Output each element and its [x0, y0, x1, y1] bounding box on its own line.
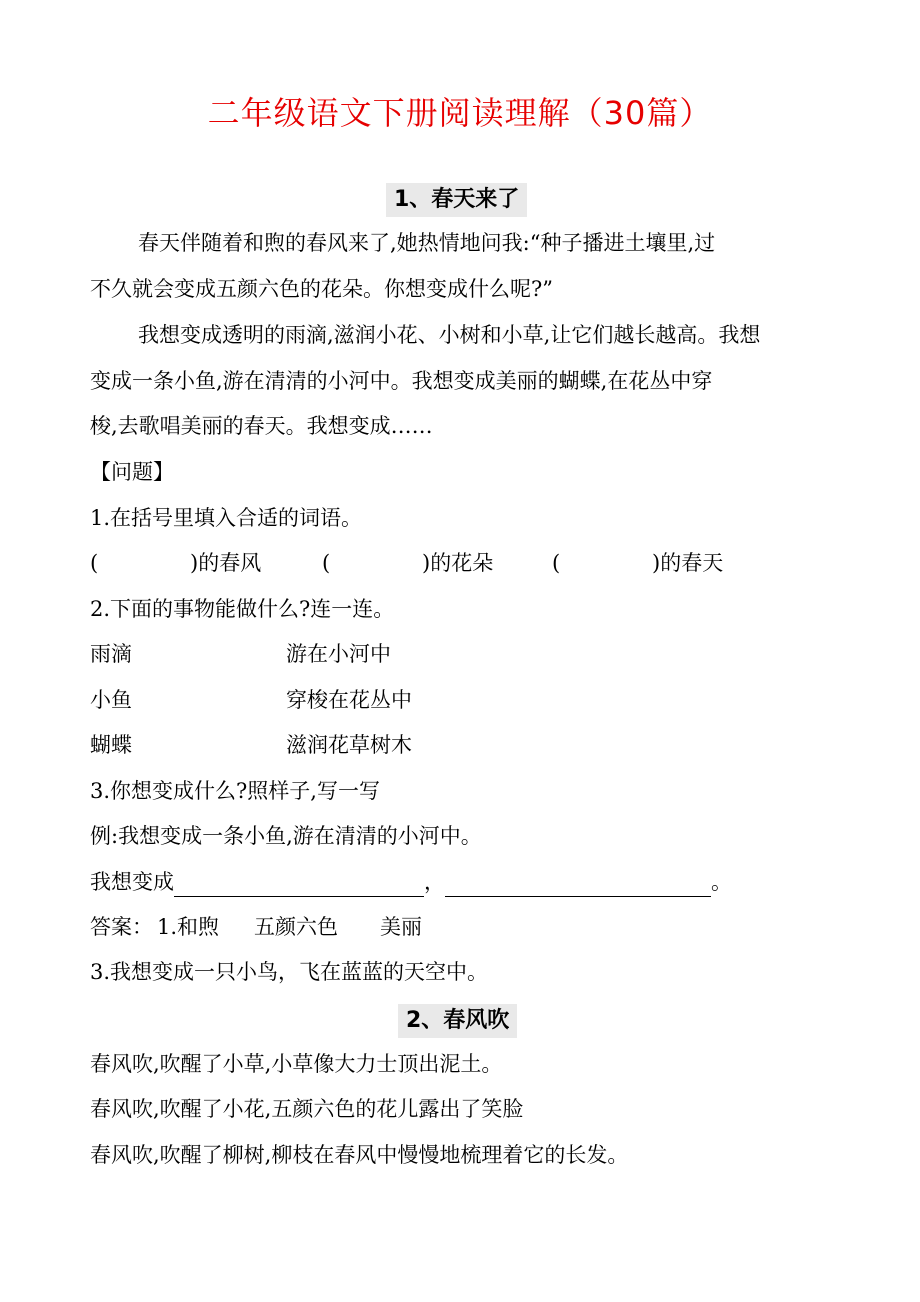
- section-2-heading: 2、春风吹: [398, 1004, 517, 1038]
- section-2-line-1: 春风吹,吹醒了小草,小草像大力士顶出泥土。: [90, 1052, 503, 1076]
- fill-blank-1[interactable]: [174, 872, 424, 897]
- question-3-example: 例:我想变成一条小鱼,游在清清的小河中。: [90, 824, 482, 848]
- q2-right-item-1: 游在小河中: [286, 642, 391, 666]
- q2-left-item-3: 蝴蝶: [90, 733, 132, 757]
- paragraph-2-line-1: 我想变成透明的雨滴,滋润小花、小树和小草,让它们越长越高。我想: [138, 323, 761, 347]
- q2-right-item-2: 穿梭在花丛中: [286, 688, 412, 712]
- fill-blank-2[interactable]: [445, 872, 711, 897]
- question-1-prompt: 1.在括号里填入合适的词语。: [90, 506, 363, 530]
- q1-blank-2-label: )的花朵: [422, 551, 494, 575]
- q2-left-item-2: 小鱼: [90, 688, 132, 712]
- section-2-line-3: 春风吹,吹醒了柳树,柳枝在春风中慢慢地梳理着它的长发。: [90, 1143, 629, 1167]
- q1-blank-3-open: (: [552, 551, 561, 575]
- q1-blank-1-open: (: [90, 551, 99, 575]
- q1-blank-2-open: (: [322, 551, 331, 575]
- section-2-line-2: 春风吹,吹醒了小花,五颜六色的花儿露出了笑脸: [90, 1097, 524, 1121]
- answer-1c: 美丽: [380, 915, 422, 939]
- question-2-prompt: 2.下面的事物能做什么?连一连。: [90, 597, 395, 621]
- paragraph-1-line-1: 春天伴随着和煦的春风来了,她热情地问我:“种子播进土壤里,过: [138, 231, 716, 255]
- fill-prefix: 我想变成: [90, 870, 174, 894]
- q2-right-item-3: 滋润花草树木: [286, 733, 412, 757]
- document-title: 二年级语文下册阅读理解（30篇）: [207, 94, 713, 132]
- paragraph-1-line-2: 不久就会变成五颜六色的花朵。你想变成什么呢?”: [90, 277, 553, 301]
- paragraph-2-line-3: 梭,去歌唱美丽的春天。我想变成……: [90, 414, 433, 438]
- fill-end: 。: [711, 870, 732, 894]
- questions-label: 【问题】: [90, 460, 174, 484]
- answer-1b: 五颜六色: [254, 915, 338, 939]
- q2-left-item-1: 雨滴: [90, 642, 132, 666]
- fill-comma: ，: [424, 870, 445, 894]
- q1-blank-1-label: )的春风: [190, 551, 262, 575]
- answer-1a: 1.和煦: [157, 915, 220, 939]
- answer-3: 3.我想变成一只小鸟，飞在蓝蓝的天空中。: [90, 960, 489, 984]
- question-3-prompt: 3.你想变成什么?照样子,写一写: [90, 779, 380, 803]
- q1-blank-3-label: )的春天: [652, 551, 724, 575]
- paragraph-2-line-2: 变成一条小鱼,游在清清的小河中。我想变成美丽的蝴蝶,在花丛中穿: [90, 369, 713, 393]
- answer-label: 答案：: [90, 915, 153, 939]
- section-1-heading: 1、春天来了: [386, 183, 527, 217]
- question-3-fill-row: [90, 867, 732, 897]
